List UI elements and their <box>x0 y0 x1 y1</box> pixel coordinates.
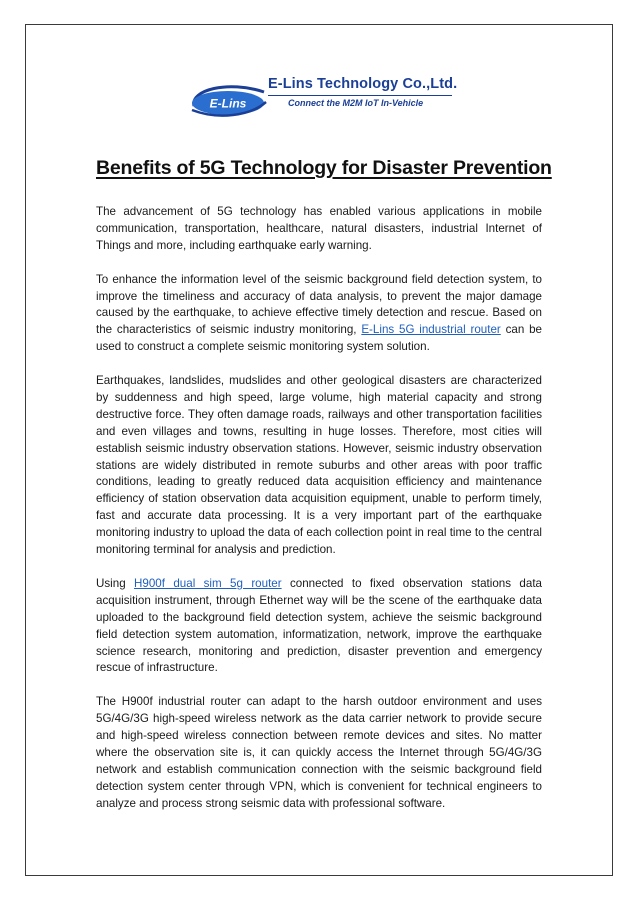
paragraph-geological-disasters: Earthquakes, landslides, mudslides and other geological disasters are characterized by suddenness and high speed, large volume, high material capacity and strong destructive force. They often damage roads, railways and other transportation facilities and even villages and towns, resulting in huge losses. Therefore, most cities will establish seismic industry observation stations. However, seismic industry observation stations are widely distributed in remote suburbs and other areas with poor traffic conditions, leading to greatly reduced data acquisition efficiency and maintenance efficiency of station observation data acquisition equipment, unable to perform timely, fast and accurate data processing. It is a very important part of the earthquake monitoring industry to upload the data of each collection point in real time to the central monitoring terminal for analysis and prediction. <box>96 374 542 557</box>
paragraph-seismic-system-text-b: can be used to construct a complete seismic monitoring system solution. <box>96 323 542 354</box>
paragraph-h900f-usage <box>96 576 542 677</box>
paragraph-seismic-system-text-a: To enhance the information level of the seismic background field detection system, to improve the timeliness and accuracy of data analysis, to prevent the major damage caused by the earthquake, to achieve effective timely detection and rescue. Based on the characteristics of seismic industry monitoring, <box>96 272 542 337</box>
logo-badge-text: E-Lins <box>209 96 247 111</box>
page-title: Benefits of 5G Technology for Disaster Prevention <box>96 157 552 179</box>
paragraph-h900f-features: The H900f industrial router can adapt to the harsh outdoor environment and uses 5G/4G/3G high-speed wireless network as the data carrier network to provide secure and high-speed wireless connection between remote devices and sites. No matter where the observation site is, it can quickly access the Internet through 5G/4G/3G network and establish communication connection with the seismic background field detection system center through VPN, which is convenient for technical engineers to analyze and process strong seismic data with professional software. <box>96 695 542 810</box>
logo-divider <box>268 95 452 96</box>
paragraph-intro: The advancement of 5G technology has enabled various applications in mobile communication, transportation, healthcare, natural disasters, industrial Internet of Things and more, including earthquake early warning. <box>96 205 542 252</box>
elins-badge-icon <box>188 82 268 118</box>
elins-5g-router-link[interactable]: E-Lins 5G industrial router <box>361 323 501 337</box>
company-logo <box>188 76 458 122</box>
company-tagline: Connect the M2M IoT In-Vehicle <box>288 98 424 108</box>
paragraph-seismic-system <box>96 272 542 357</box>
h900f-router-link[interactable]: H900f dual sim 5g router <box>134 576 282 590</box>
paragraph-h900f-usage-text-b: connected to fixed observation stations data acquisition instrument, through Ethernet way will be the scene of the earthquake data uploaded to the background field detection system, achieve the seismic background field detection system automation, informatization, network, improve the earthquake science research, monitoring and prediction, disaster prevention and emergency rescue of infrastructure. <box>96 576 542 675</box>
paragraph-h900f-usage-text-a: Using <box>96 576 135 590</box>
company-name: E-Lins Technology Co.,Ltd. <box>268 76 458 92</box>
article-body <box>96 204 542 829</box>
